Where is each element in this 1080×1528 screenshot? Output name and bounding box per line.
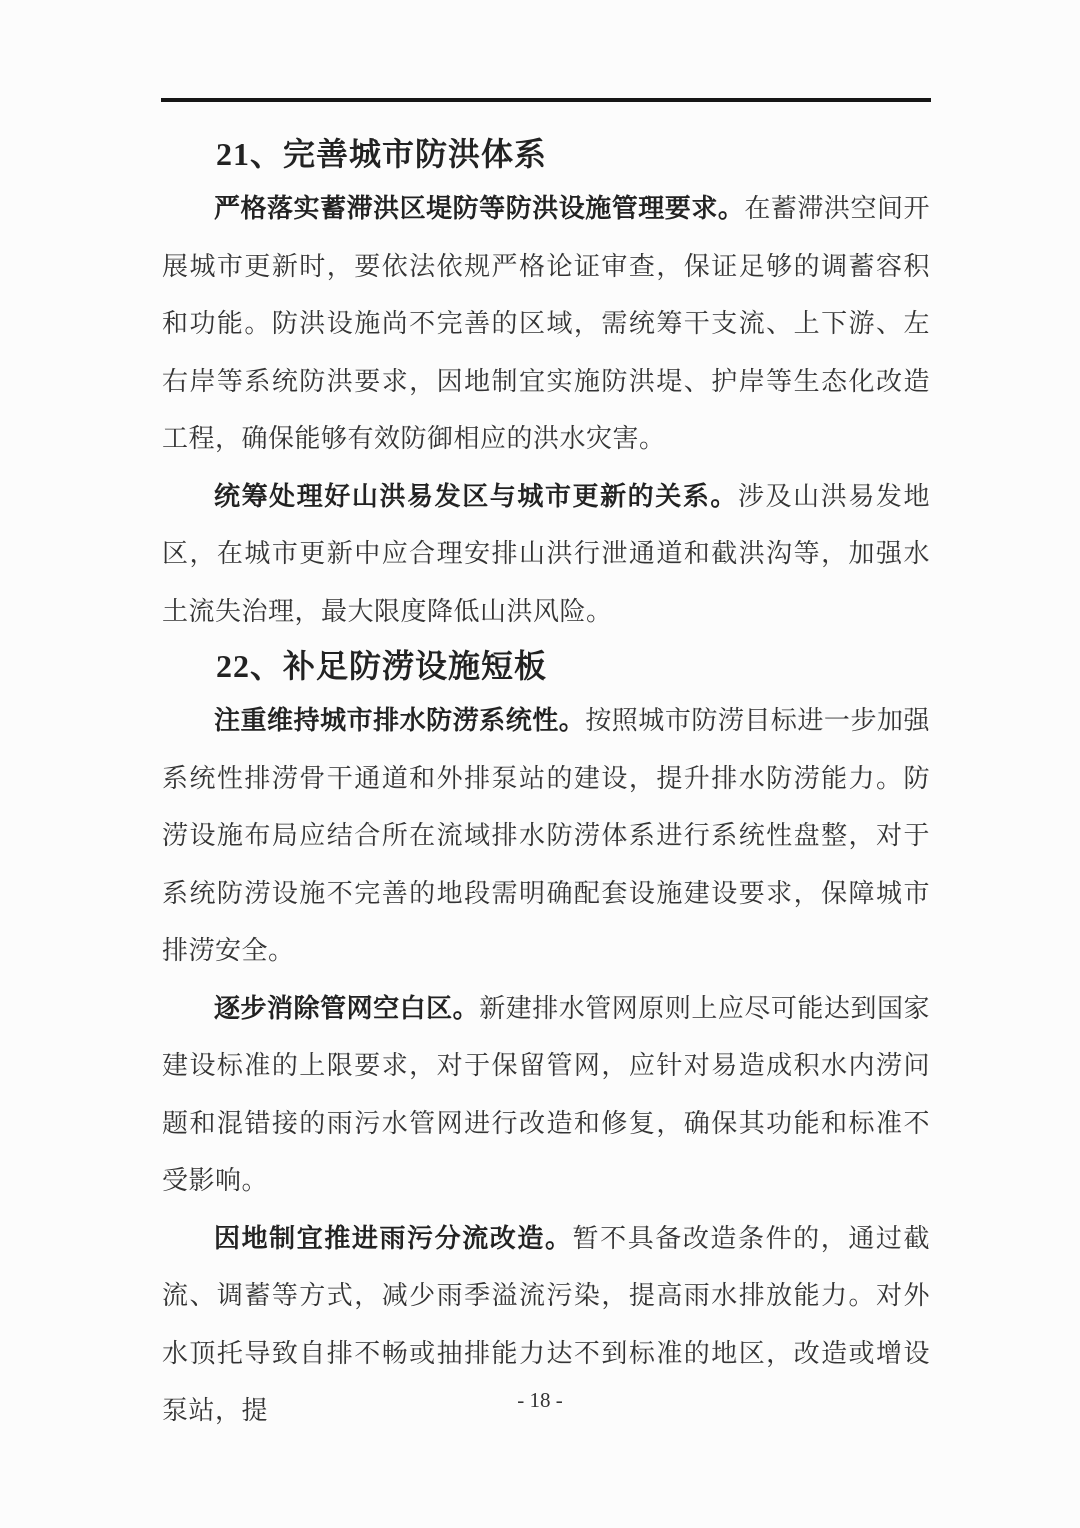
paragraph-body: 暂不具备改造条件的，通过截流、调蓄等方式，减少雨季溢流污染，提高雨水排放能力。对外水顶托导致自排不畅或抽排能力达不到标准的地区，改造或增设泵站，提: [162, 1223, 930, 1425]
section-heading-22: 22、补足防涝设施短板: [216, 648, 548, 684]
paragraph-body: 在蓄滞洪空间开展城市更新时，要依法依规严格论证审查，保证足够的调蓄容积和功能。防洪设施尚不完善的区域，需统筹干支流、上下游、左右岸等系统防洪要求，因地制宜实施防洪堤、护岸等生态化改造工程，确保能够有效防御相应的洪水灾害。: [162, 194, 930, 453]
paragraph: [162, 468, 930, 641]
paragraph-body: 新建排水管网原则上应尽可能达到国家建设标准的上限要求，对于保留管网，应针对易造成积水内涝问题和混错接的雨污水管网进行改造和修复，确保其功能和标准不受影响。: [162, 993, 930, 1195]
paragraph-lead: 严格落实蓄滞洪区堤防等防洪设施管理要求。: [214, 194, 745, 223]
page-number: - 18 -: [517, 1388, 563, 1412]
paragraph-lead: 逐步消除管网空白区。: [214, 993, 480, 1023]
paragraph-lead: 注重维持城市排水防涝系统性。: [214, 706, 586, 735]
paragraph-body: 涉及山洪易发地区，在城市更新中应合理安排山洪行泄通道和截洪沟等，加强水土流失治理，最大限度降低山洪风险。: [162, 481, 930, 626]
paragraph-lead: 统筹处理好山洪易发区与城市更新的关系。: [214, 481, 738, 511]
document-content: [162, 128, 930, 1440]
paragraph-body: 按照城市防涝目标进一步加强系统性排涝骨干通道和外排泵站的建设，提升排水防涝能力。防涝设施布局应结合所在流域排水防涝体系进行系统性盘整，对于系统防涝设施不完善的地段需明确配套设施建设要求，保障城市排涝安全。: [162, 706, 930, 965]
paragraph: [162, 980, 930, 1210]
header-divider: [161, 98, 931, 102]
paragraph: [162, 692, 930, 980]
paragraph-lead: 因地制宜推进雨污分流改造。: [214, 1223, 573, 1253]
paragraph: [162, 180, 930, 468]
section-heading-21: 21、完善城市防洪体系: [216, 136, 548, 172]
